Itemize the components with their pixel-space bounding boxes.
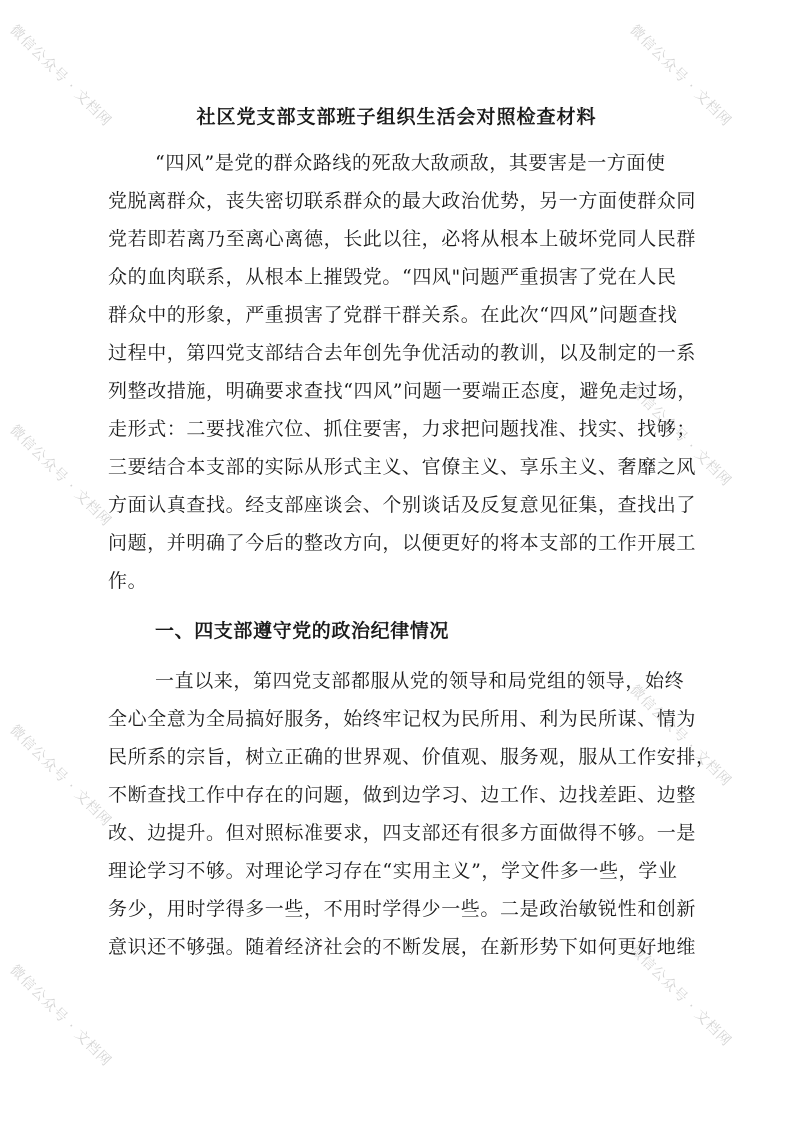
watermark: 微信公众号 · 文档网: [6, 422, 115, 530]
text-line: 方面认真查找。经支部座谈会、个别谈话及反复意见征集，查找出了: [108, 494, 697, 516]
text-line: 问题，并明确了今后的整改方向，以便更好的将本支部的工作开展工: [108, 532, 697, 554]
watermark: 微信公众号 · 文档网: [626, 942, 735, 1050]
section-heading: 一、四支部遵守党的政治纪律情况: [155, 620, 450, 642]
text-line: 群众中的形象，严重损害了党群干群关系。在此次“四风”问题查找: [108, 304, 678, 326]
watermark: 微信公众号 · 文档网: [626, 22, 735, 130]
document-title: 社区党支部支部班子组织生活会对照检查材料: [196, 106, 597, 128]
text-line: 一直以来，第四党支部都服从党的领导和局党组的领导，始终: [155, 670, 685, 692]
text-line: 党若即若离乃至离心离德，长此以往，必将从根本上破坏党同人民群: [108, 228, 697, 250]
text-line: 理论学习不够。对理论学习存在“实用主义”，学文件多一些，学业: [108, 860, 678, 882]
text-line: 务少，用时学得多一些，不用时学得少一些。二是政治敏锐性和创新: [108, 898, 697, 920]
text-line: 意识还不够强。随着经济社会的不断发展，在新形势下如何更好地维: [108, 936, 697, 958]
text-line: 改、边提升。但对照标准要求，四支部还有很多方面做得不够。一是: [108, 822, 697, 844]
text-line: 列整改措施，明确要求查找“四风”问题一要端正态度，避免走过场，: [108, 380, 698, 402]
watermark: 微信公众号 · 文档网: [6, 962, 115, 1070]
text-line: 走形式：二要找准穴位、抓住要害，力求把问题找准、找实、找够；: [108, 418, 697, 440]
text-line: “四风”是党的群众路线的死敌大敌顽敌，其要害是一方面使: [155, 152, 666, 174]
watermark: 微信公众号 · 文档网: [6, 22, 115, 130]
watermark: 微信公众号 · 文档网: [626, 682, 735, 790]
text-line: 不断查找工作中存在的问题，做到边学习、边工作、边找差距、边整: [108, 784, 697, 806]
text-line: 三要结合本支部的实际从形式主义、官僚主义、享乐主义、奢靡之风: [108, 456, 697, 478]
text-line: 全心全意为全局搞好服务，始终牢记权为民所用、利为民所谋、情为: [108, 708, 697, 730]
text-line: 众的血肉联系，从根本上摧毁党。“四风"问题严重损害了党在人民: [108, 266, 677, 288]
text-line: 民所系的宗旨，树立正确的世界观、价值观、服务观，服从工作安排，: [108, 746, 716, 768]
text-line: 过程中，第四党支部结合去年创先争优活动的教训，以及制定的一系: [108, 342, 697, 364]
watermark: 微信公众号 · 文档网: [626, 382, 735, 490]
text-line: 党脱离群众，丧失密切联系群众的最大政治优势，另一方面使群众同: [108, 190, 697, 212]
text-line: 作。: [108, 570, 148, 592]
watermark: 微信公众号 · 文档网: [6, 722, 115, 830]
